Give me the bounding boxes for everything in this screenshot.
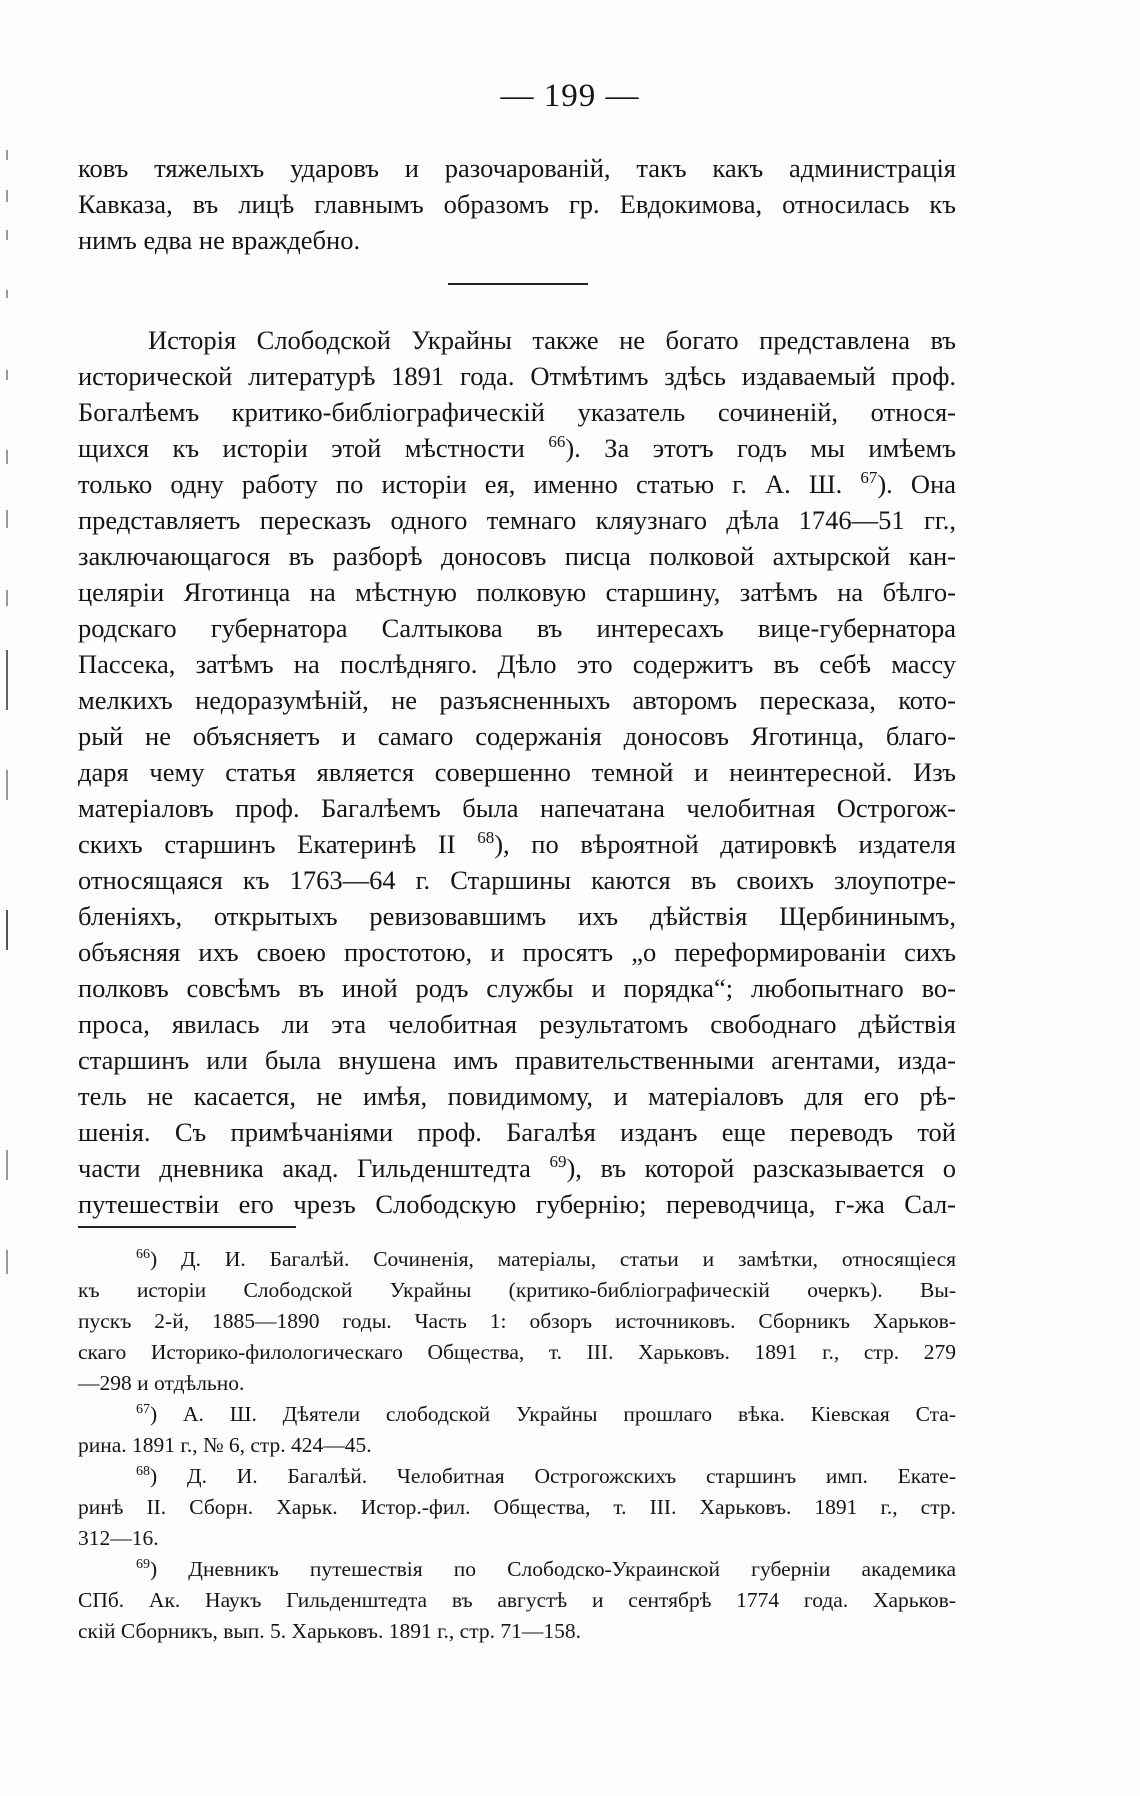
text-line: скаго Историко-филологическаго Общества, т. III. Харьковъ. 1891 г., стр. 279 xyxy=(78,1340,956,1364)
text-line: матеріаловъ проф. Багалѣемъ была напечатана челобитная Острогож- xyxy=(78,793,956,823)
text-line: скій Сборникъ, вып. 5. Харьковъ. 1891 г., стр. 71—158. xyxy=(78,1619,581,1643)
footnote-ref-66[interactable]: 66 xyxy=(548,432,566,452)
text-line: заключающагося въ разборѣ доносовъ писца полковой ахтырской кан- xyxy=(78,541,956,571)
text-line: представляетъ пересказъ одного темнаго кляузнаго дѣла 1746—51 гг., xyxy=(78,505,956,535)
text-line: мелкихъ недоразумѣній, не разъясненныхъ авторомъ пересказа, кото- xyxy=(78,685,956,715)
footnote-67 xyxy=(78,1399,956,1461)
text-line: Богалѣемъ критико-библіографическій указатель сочиненій, относя- xyxy=(78,397,956,427)
footnote-66 xyxy=(78,1244,956,1399)
text-line: целяріи Яготинца на мѣстную полковую старшину, затѣмъ на бѣлго- xyxy=(78,577,956,607)
text-line: къ исторіи Слободской Украйны (критико-библіографическій очеркъ). Вы- xyxy=(78,1278,956,1302)
text-line: Кавказа, въ лицѣ главнымъ образомъ гр. Евдокимова, относилась къ xyxy=(78,189,956,219)
text-segment: щихся къ исторіи этой мѣстности xyxy=(78,433,525,463)
text-line: родскаго губернатора Салтыкова въ интересахъ вице-губернатора xyxy=(78,613,956,643)
footnote-ref-69[interactable]: 69 xyxy=(549,1152,567,1172)
text-line: шенія. Съ примѣчаніями проф. Багалѣя изданъ еще переводъ той xyxy=(78,1117,956,1147)
text-segment: ), по вѣроятной датировкѣ издателя xyxy=(494,829,956,859)
text-line: СПб. Ак. Наукъ Гильденштедта въ августѣ и сентябрѣ 1774 года. Харьков- xyxy=(78,1588,956,1612)
text-line: ковъ тяжелыхъ ударовъ и разочарованій, такъ какъ администрація xyxy=(78,153,956,183)
page-number: — 199 — xyxy=(500,78,640,114)
text-line xyxy=(78,430,956,466)
text-line xyxy=(78,1554,956,1585)
footnote-69 xyxy=(78,1554,956,1647)
paragraph-sloboda-ukraine xyxy=(78,322,956,1222)
text-line: —298 и отдѣльно. xyxy=(78,1371,245,1395)
text-line: рый не объясняетъ и самаго содержанія доносовъ Яготинца, благо- xyxy=(78,721,956,751)
text-line: нимъ едва не враждебно. xyxy=(78,225,361,255)
text-segment: ) А. Ш. Дѣятели слободской Украйны прошлаго вѣка. Кіевская Ста- xyxy=(150,1402,956,1426)
text-line xyxy=(78,1461,956,1492)
text-line: объясняя ихъ своею простотою, и просятъ „о переформированіи сихъ xyxy=(78,937,956,967)
section-divider xyxy=(448,283,588,285)
text-line xyxy=(78,466,956,502)
footnote-marker: 68 xyxy=(136,1463,150,1479)
footnote-marker: 67 xyxy=(136,1401,150,1417)
text-line: ринѣ II. Сборн. Харьк. Истор.-фил. Общества, т. III. Харьковъ. 1891 г., стр. xyxy=(78,1495,956,1519)
text-line: бленіяхъ, открытыхъ ревизовавшимъ ихъ дѣйствія Щербининымъ, xyxy=(78,901,956,931)
text-line: Пассека, затѣмъ на послѣдняго. Дѣло это содержитъ въ себѣ массу xyxy=(78,649,956,679)
footnote-marker: 66 xyxy=(136,1246,150,1262)
footnote-marker: 69 xyxy=(136,1556,150,1572)
text-line: полковъ совсѣмъ въ иной родъ службы и порядка“; любопытнаго во- xyxy=(78,973,956,1003)
text-segment: только одну работу по исторіи ея, именно статью г. А. Ш. xyxy=(78,469,843,499)
text-line: даря чему статья является совершенно темной и неинтересной. Изъ xyxy=(78,757,956,787)
text-segment: ) Д. И. Багалѣй. Челобитная Острогожскихъ старшинъ имп. Екате- xyxy=(150,1464,956,1488)
footnote-ref-68[interactable]: 68 xyxy=(477,828,495,848)
text-line: проса, явилась ли эта челобитная результатомъ свободнаго дѣйствія xyxy=(78,1009,956,1039)
text-segment: ) Д. И. Багалѣй. Сочиненія, матеріалы, статьи и замѣтки, относящіеся xyxy=(150,1247,956,1271)
text-segment: ). За этотъ годъ мы имѣемъ xyxy=(565,433,957,463)
text-line xyxy=(78,1150,956,1186)
text-line xyxy=(78,826,956,862)
text-line: тель не касается, не имѣя, повидимому, и матеріаловъ для его рѣ- xyxy=(78,1081,956,1111)
text-line: относящаяся къ 1763—64 г. Старшины каются въ своихъ злоупотре- xyxy=(78,865,956,895)
text-line: путешествіи его чрезъ Слободскую губернію; переводчица, г-жа Сал- xyxy=(78,1189,956,1219)
text-line: 312—16. xyxy=(78,1526,159,1550)
text-segment: ). Она xyxy=(877,469,957,499)
footnotes xyxy=(78,1244,956,1647)
text-segment: части дневника акад. Гильденштедта xyxy=(78,1153,531,1183)
footnote-divider xyxy=(78,1226,296,1228)
text-line: Исторія Слободской Украйны также не богато представлена въ xyxy=(148,325,956,355)
text-segment: скихъ старшинъ Екатеринѣ II xyxy=(78,829,456,859)
paragraph-continued xyxy=(78,150,956,258)
text-segment: ), въ которой разсказывается о xyxy=(566,1153,956,1183)
footnote-ref-67[interactable]: 67 xyxy=(860,468,878,488)
footnote-68 xyxy=(78,1461,956,1554)
text-segment: ) Дневникъ путешествія по Слободско-Украинской губерніи академика xyxy=(150,1557,956,1581)
text-line xyxy=(78,1399,956,1430)
scan-margin-artifacts xyxy=(6,150,20,1350)
text-line: исторической литературѣ 1891 года. Отмѣтимъ здѣсь издаваемый проф. xyxy=(78,361,956,391)
text-line: старшинъ или была внушена имъ правительственными агентами, изда- xyxy=(78,1045,956,1075)
text-line xyxy=(78,1244,956,1275)
text-line: пускъ 2-й, 1885—1890 годы. Часть 1: обзоръ источниковъ. Сборникъ Харьков- xyxy=(78,1309,956,1333)
text-line: рина. 1891 г., № 6, стр. 424—45. xyxy=(78,1433,372,1457)
